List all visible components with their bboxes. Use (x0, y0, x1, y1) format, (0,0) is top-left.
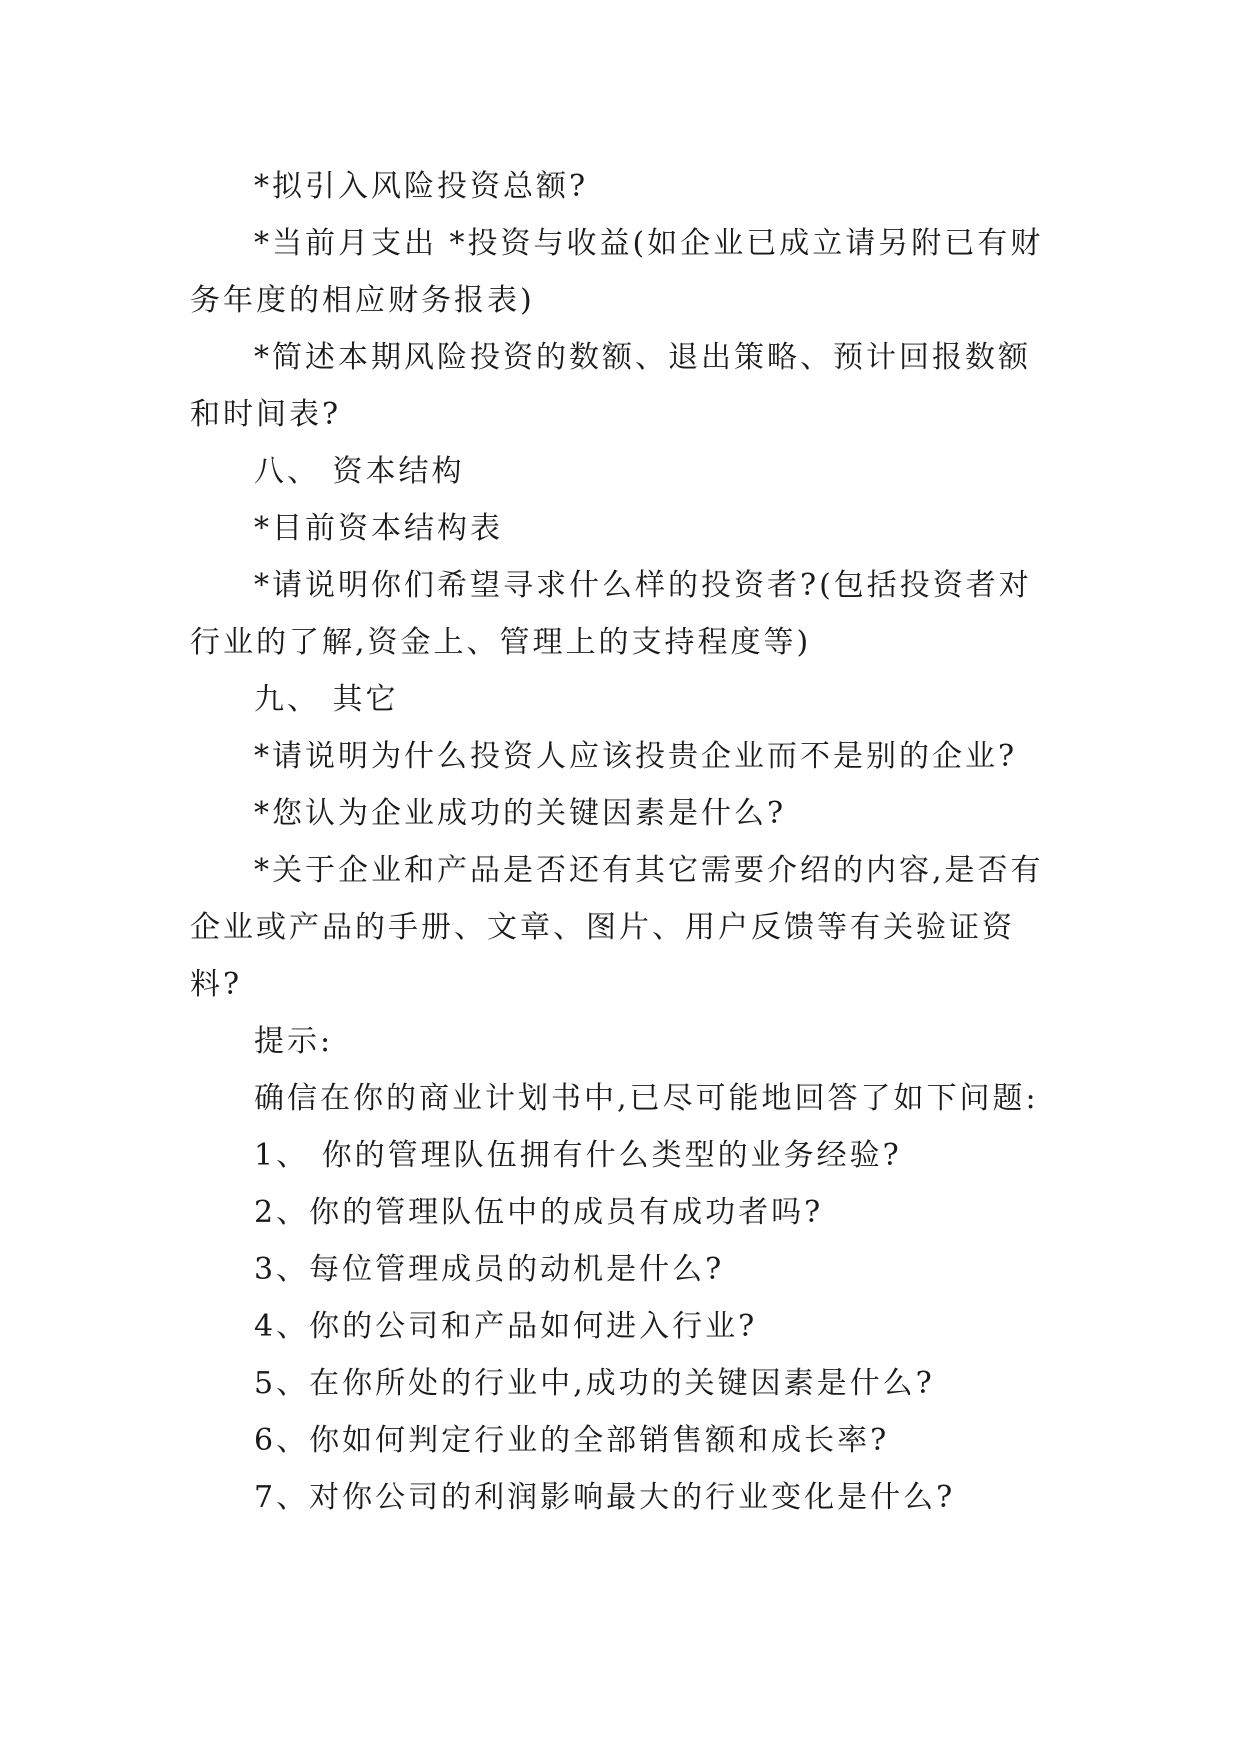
list-item-question-6: 6、你如何判定行业的全部销售额和成长率? (254, 1423, 890, 1458)
list-item-question-4: 4、你的公司和产品如何进入行业? (254, 1309, 758, 1344)
paragraph-success-factors: *您认为企业成功的关键因素是什么? (254, 796, 787, 831)
list-item-question-1: 1、 你的管理队伍拥有什么类型的业务经验? (254, 1138, 902, 1173)
list-item-question-2: 2、你的管理队伍中的成员有成功者吗? (254, 1195, 824, 1230)
paragraph-monthly-expense: *当前月支出 *投资与收益(如企业已成立请另附已有财务年度的相应财务报表) (190, 226, 1044, 318)
paragraph-capital-table: *目前资本结构表 (254, 511, 503, 546)
paragraph-investment-summary: *简述本期风险投资的数额、退出策略、预计回报数额和时间表? (190, 340, 1031, 432)
paragraph-venture-total: *拟引入风险投资总额? (254, 169, 589, 204)
section-heading-capital-structure: 八、 资本结构 (254, 454, 465, 489)
section-heading-other: 九、 其它 (254, 682, 399, 717)
paragraph-investor-type: *请说明你们希望寻求什么样的投资者?(包括投资者对行业的了解,资金上、管理上的支持程度等) (190, 568, 1032, 660)
document-body (190, 158, 1060, 1526)
list-item-question-3: 3、每位管理成员的动机是什么? (254, 1252, 725, 1287)
paragraph-tip-intro: 确信在你的商业计划书中,已尽可能地回答了如下问题: (254, 1081, 1039, 1116)
list-item-question-5: 5、在你所处的行业中,成功的关键因素是什么? (254, 1366, 935, 1401)
paragraph-additional-materials: *关于企业和产品是否还有其它需要介绍的内容,是否有企业或产品的手册、文章、图片、用户反馈等有关验证资料? (190, 853, 1044, 1002)
paragraph-tip-label: 提示: (254, 1024, 334, 1059)
list-item-question-7: 7、对你公司的利润影响最大的行业变化是什么? (254, 1480, 956, 1515)
paragraph-why-invest: *请说明为什么投资人应该投贵企业而不是别的企业? (254, 739, 1018, 774)
